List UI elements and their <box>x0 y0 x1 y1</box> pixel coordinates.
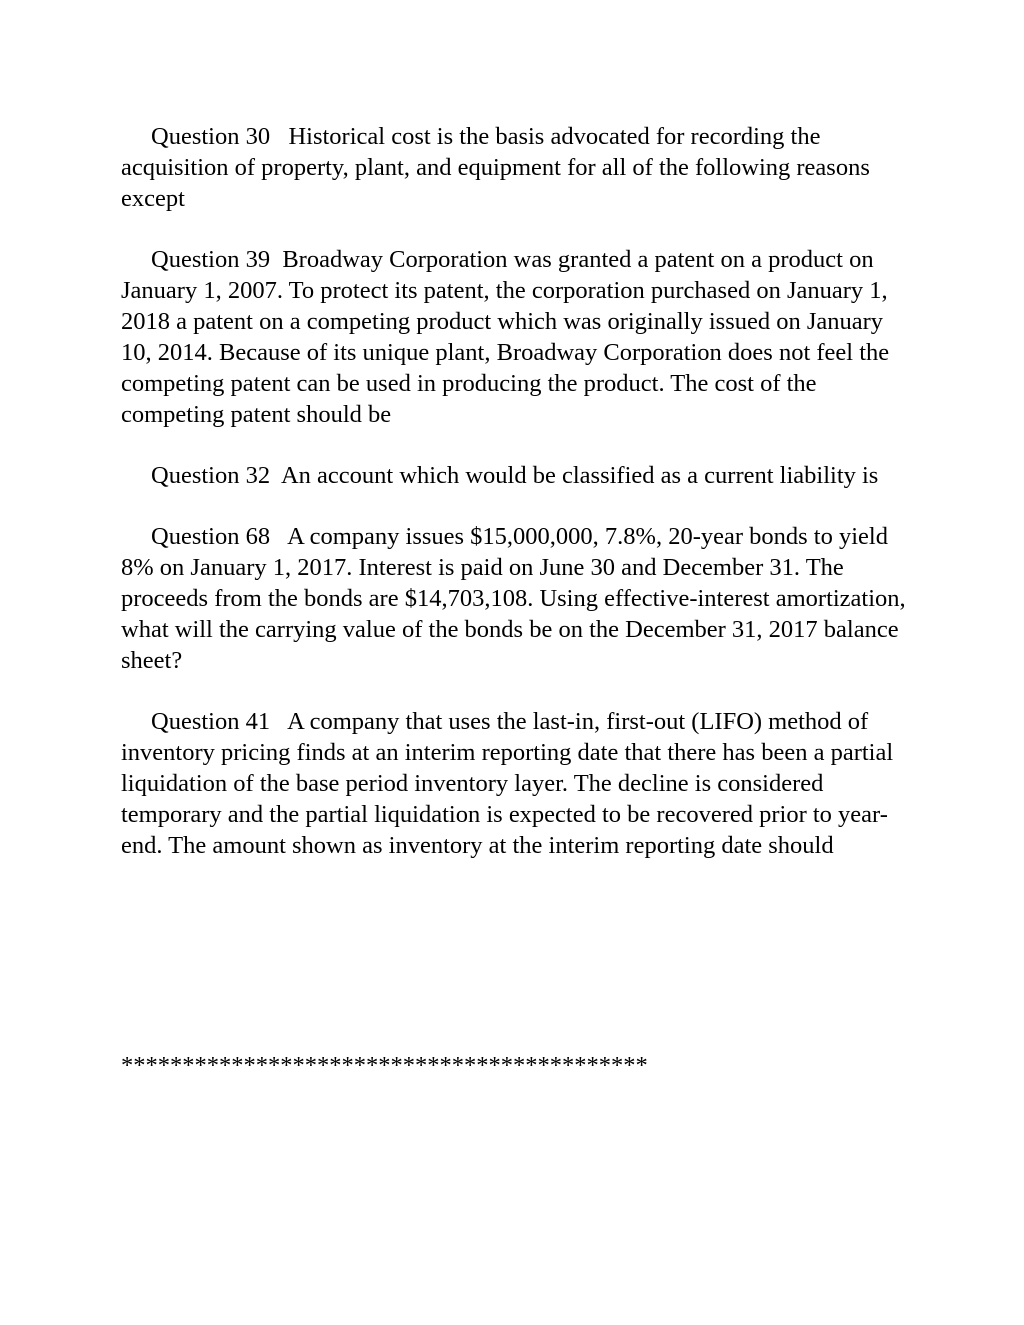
document-body <box>121 121 911 891</box>
question-41: Question 41 A company that uses the last-in, first-out (LIFO) method of inventory pricing finds at an interim reporting date that there has been a partial liquidation of the base period inventory layer. The decline is considered temporary and the partial liquidation is expected to be recovered prior to year-end. The amount shown as inventory at the interim reporting date should <box>121 708 900 859</box>
question-30: Question 30 Historical cost is the basis advocated for recording the acquisition of property, plant, and equipment for all of the following reasons except <box>121 123 877 212</box>
question-68: Question 68 A company issues $15,000,000, 7.8%, 20-year bonds to yield 8% on January 1, 2017. Interest is paid on June 30 and December 31. The proceeds from the bonds are $14,703,108. Using effective-interest amortization, what will the carrying value of the bonds be on the December 31, 2017 balance sheet? <box>121 523 912 674</box>
question-32: Question 32 An account which would be classified as a current liability is <box>151 462 879 489</box>
asterisk-separator: ******************************************* <box>121 1052 648 1079</box>
question-39: Question 39 Broadway Corporation was granted a patent on a product on January 1, 2007. To protect its patent, the corporation purchased on January 1, 2018 a patent on a competing product which was originally issued on January 10, 2014. Because of its unique plant, Broadway Corporation does not feel the competing patent can be used in producing the product. The cost of the competing patent should be <box>121 246 896 428</box>
